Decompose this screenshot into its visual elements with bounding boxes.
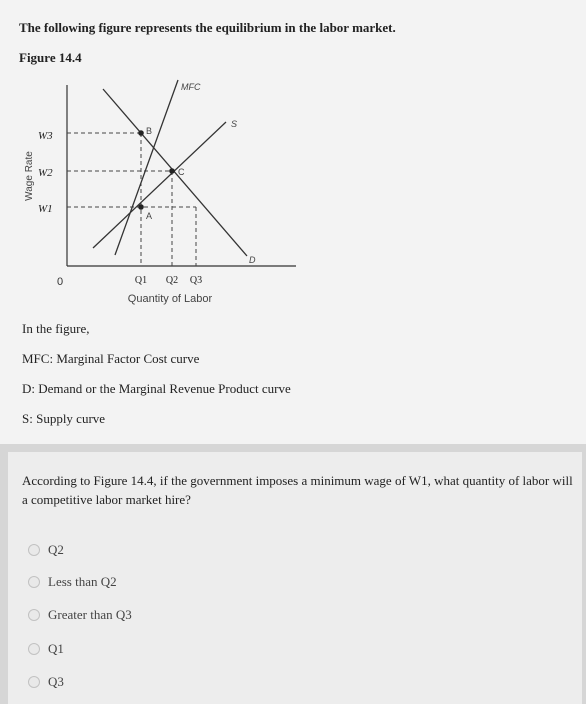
radio-button[interactable] [28,576,40,588]
point-label-c: C [178,167,185,177]
radio-button[interactable] [28,544,40,556]
quantity-label-q1: Q1 [134,275,148,286]
option-greater-than-q3[interactable] [28,605,132,625]
mfc-label: MFC [181,82,201,92]
option-q3[interactable] [28,672,64,692]
figure-label: Figure 14.4 [19,50,82,65]
option-less-than-q2[interactable] [28,572,117,592]
wage-label-w2: W2 [38,167,53,179]
option-q1[interactable] [28,639,64,659]
option-label: Q2 [48,542,64,557]
quantity-label-q2: Q2 [165,275,179,286]
description-heading: In the figure, [22,321,90,336]
option-label: Q3 [48,674,64,689]
description-demand: D: Demand or the Marginal Revenue Product curve [22,381,291,396]
point-c [169,168,175,174]
radio-button[interactable] [28,609,40,621]
point-b [138,130,144,136]
x-axis-label: Quantity of Labor [127,293,213,305]
quantity-label-q3: Q3 [189,275,203,286]
question-text: According to Figure 14.4, if the government imposes a minimum wage of W1, what quantity of labor will a competitive labor market hire? [22,473,573,507]
mfc-curve [115,80,178,255]
demand-curve [103,89,247,256]
description-supply: S: Supply curve [22,411,106,426]
wage-label-w3: W3 [38,130,53,142]
supply-label: S [231,119,238,129]
radio-button[interactable] [28,643,40,655]
point-label-a: A [146,211,153,221]
point-a [138,204,144,210]
radio-button[interactable] [28,676,40,688]
option-label: Greater than Q3 [48,607,132,622]
demand-label: D [249,255,256,265]
origin-label: 0 [56,276,64,288]
wage-label-w1: W1 [38,203,53,215]
option-label: Less than Q2 [48,574,117,589]
guide-lines [67,133,196,266]
option-q2[interactable] [28,540,64,560]
supply-curve [93,122,226,248]
point-label-b: B [146,126,153,136]
option-label: Q1 [48,641,64,656]
description-mfc: MFC: Marginal Factor Cost curve [22,351,200,366]
y-axis-label: Wage Rate [24,151,35,201]
intro-text: The following figure represents the equilibrium in the labor market. [19,20,396,35]
labor-market-figure [0,0,586,320]
